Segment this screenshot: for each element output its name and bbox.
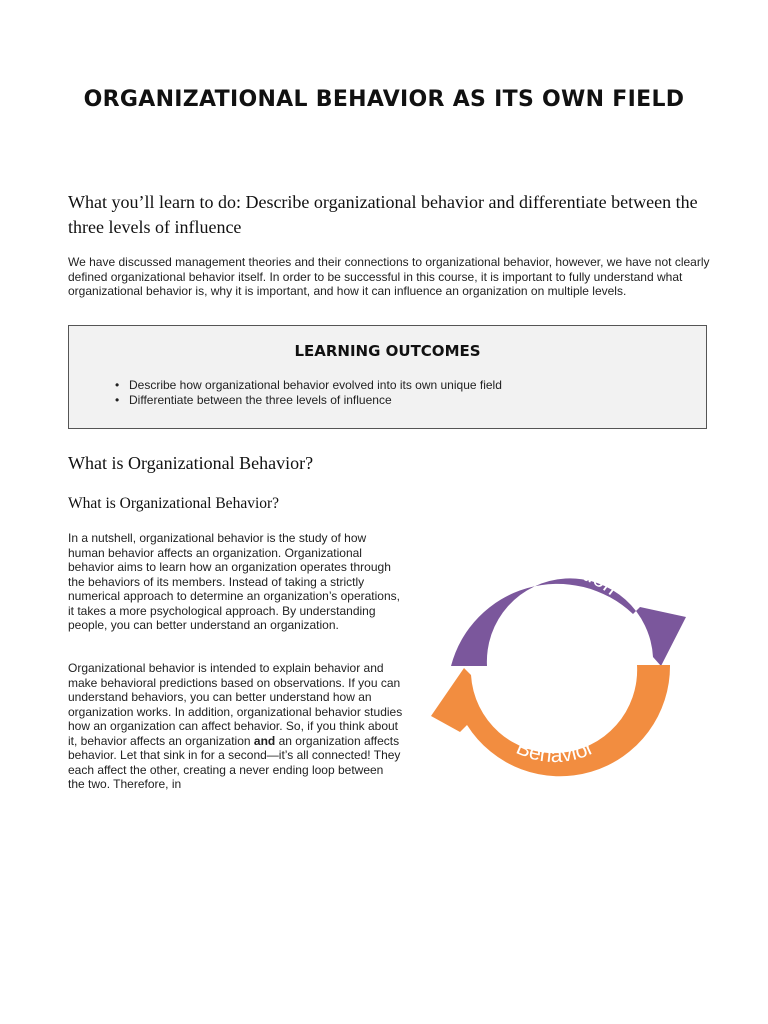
organization-label-text: Organization	[491, 557, 623, 600]
article-paragraph-2	[68, 661, 403, 792]
list-item-text: Differentiate between the three levels of influence	[129, 392, 392, 407]
paragraph-text: an organization affects behavior. Let that sink in for a second—it’s all connected! They each affect the other, creating a never ending loop between the two. Therefore, in	[68, 733, 401, 791]
bullet-icon: •	[115, 378, 120, 392]
learning-outcomes-box	[68, 325, 707, 429]
article-paragraph-1: In a nutshell, organizational behavior is the study of how human behavior affects an organization. Organizational behavior aims to learn how an organization operates through the behaviors of its members. Instead of taking a strictly numerical approach to determine an organization’s operations, it takes a more psychological approach. By understanding people, you can better understand an organization.	[68, 531, 400, 632]
organization-behavior-cycle-diagram	[426, 548, 694, 784]
list-item-text: Describe how organizational behavior evolved into its own unique field	[129, 378, 502, 392]
bullet-icon: •	[115, 392, 120, 407]
learning-outcomes-title: LEARNING OUTCOMES	[294, 342, 481, 360]
list-item	[113, 393, 502, 408]
article-subheading: What is Organizational Behavior?	[68, 495, 280, 512]
article-heading: What is Organizational Behavior?	[68, 453, 314, 473]
learning-objective-heading: What you’ll learn to do: Describe organizational behavior and differentiate between the three levels of influence	[68, 192, 698, 237]
organization-arrow	[451, 578, 686, 666]
behavior-label-text: Behavior	[512, 735, 598, 768]
page-title: ORGANIZATIONAL BEHAVIOR AS ITS OWN FIELD	[83, 87, 685, 112]
paragraph-text: Organizational behavior is intended to explain behavior and make behavioral predictions based on observations. If you can understand behaviors, you can better understand how an organization works. In addition, organizational behavior studies how an organization can affect behavior. So, if you think about it, behavior affects an organization	[68, 661, 403, 748]
learning-outcomes-list	[113, 378, 502, 407]
intro-paragraph: We have discussed management theories and their connections to organizational behavior, however, we have not clearly defined organizational behavior itself. In order to be successful in this course, it is important to fully understand what organizational behavior is, why it is important, and how it can influence an organization on multiple levels.	[68, 255, 710, 298]
organization-label	[491, 557, 622, 600]
list-item	[113, 378, 502, 393]
emphasis-text: and	[253, 733, 276, 748]
